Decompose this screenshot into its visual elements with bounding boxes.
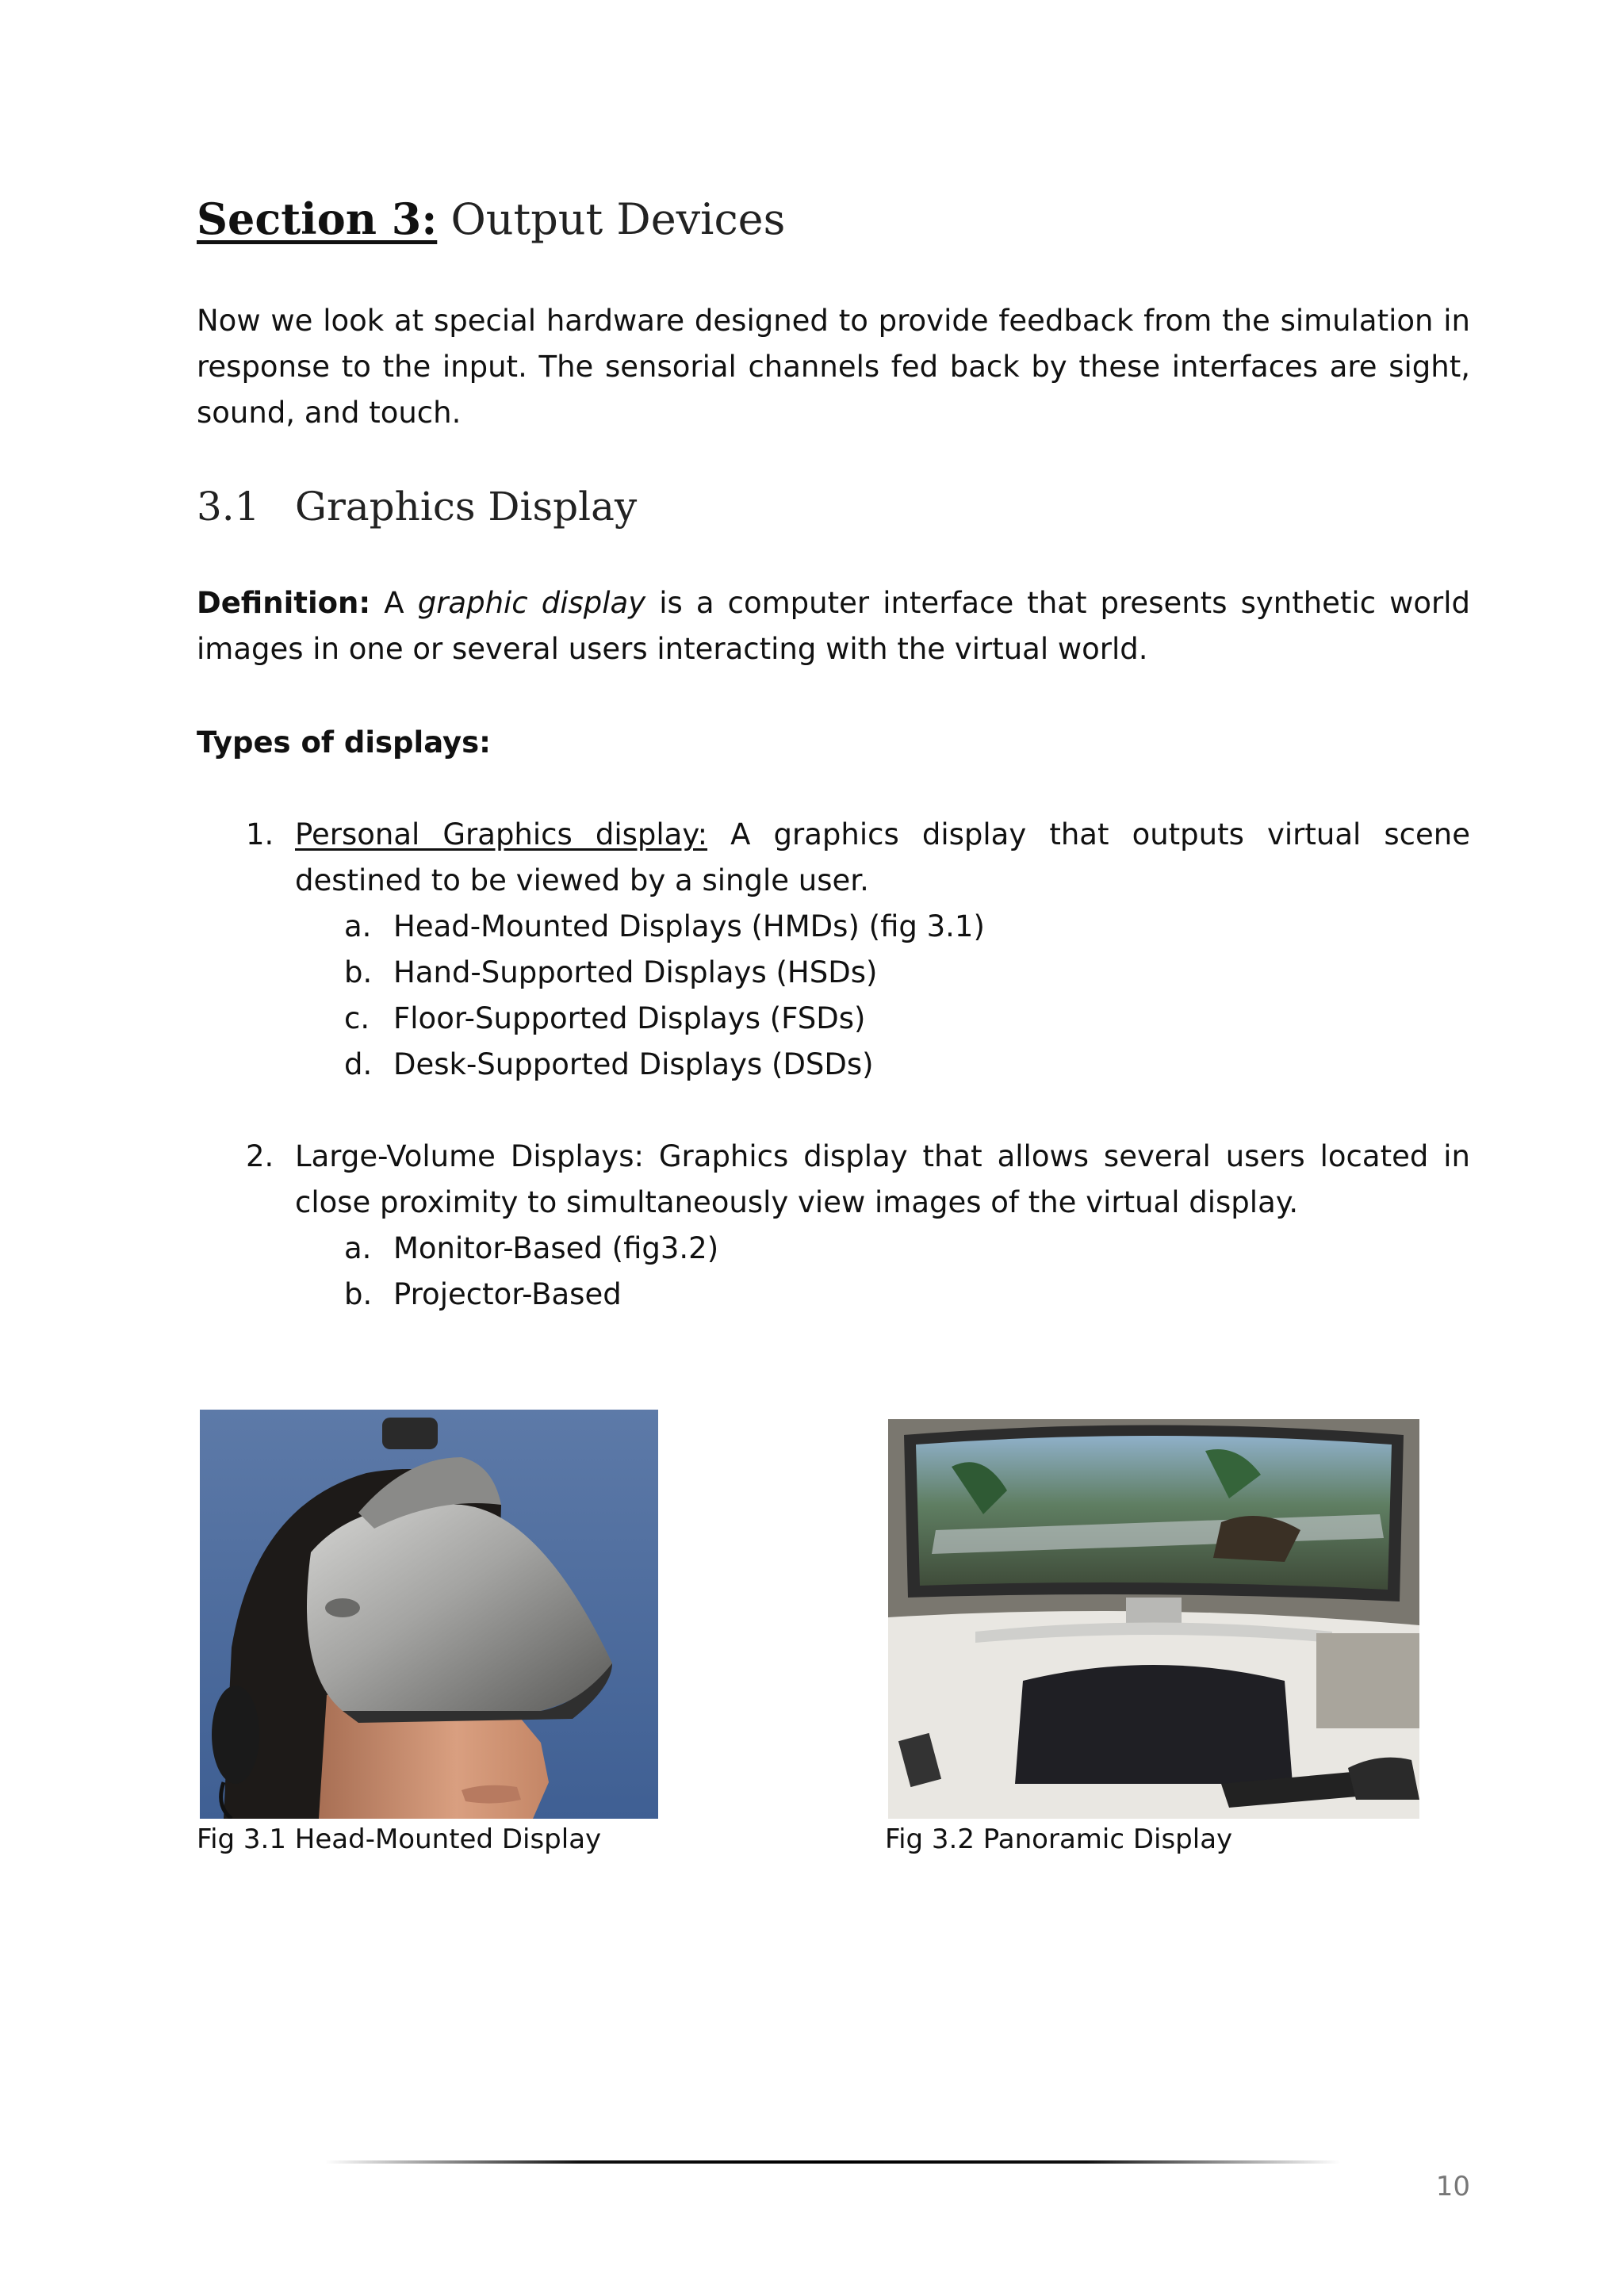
subsection-number: 3.1 — [197, 484, 260, 530]
definition-label: Definition: — [197, 586, 371, 620]
panoramic-display-photo — [888, 1419, 1419, 1819]
figure-caption-panoramic: Fig 3.2 Panoramic Display — [885, 1823, 1233, 1855]
definition-text: is a computer interface that presents synthetic world images in one or several users interacting with the virtual world. — [197, 586, 1471, 666]
list-marker: 1. — [246, 817, 274, 851]
hmd-photo — [200, 1410, 658, 1819]
sub-text: Hand-Supported Displays (HSDs) — [393, 955, 878, 989]
sub-text: Head-Mounted Displays (HMDs) (fig 3.1) — [393, 909, 985, 943]
list-item-lead: Personal Graphics display: — [295, 817, 708, 851]
sub-marker: b. — [344, 955, 373, 989]
list-item-personal-display — [246, 812, 1470, 904]
list-marker: 2. — [246, 1139, 274, 1173]
sub-text: Projector-Based — [393, 1277, 622, 1311]
definition-term: graphic display — [417, 586, 646, 620]
types-heading: Types of displays: — [197, 725, 491, 760]
footer-rule — [325, 2160, 1340, 2164]
sub-marker: a. — [344, 1231, 372, 1265]
list-item-body: Large-Volume Displays: Graphics display that allows several users located in close proximity to simultaneously view images of the virtual display. — [295, 1139, 1470, 1219]
definition-pre: A — [384, 586, 404, 620]
section-label: Section 3: — [197, 193, 438, 244]
intro-paragraph: Now we look at special hardware designed to provide feedback from the simulation in response to the input. The sensorial channels fed back by these interfaces are sight, sound, and touch. — [197, 304, 1470, 430]
page-number: 10 — [1435, 2171, 1470, 2202]
sub-marker: a. — [344, 909, 372, 943]
subsection-heading — [197, 484, 637, 530]
sub-marker: b. — [344, 1277, 373, 1311]
sub-marker: d. — [344, 1047, 373, 1081]
sub-text: Desk-Supported Displays (DSDs) — [393, 1047, 874, 1081]
figure-caption-hmd: Fig 3.1 Head-Mounted Display — [197, 1823, 602, 1855]
list-item-body — [295, 812, 1470, 904]
list-item-text: A graphics display that outputs virtual scene destined to be viewed by a single user. — [295, 817, 1470, 897]
subsection-title: Graphics Display — [295, 484, 638, 530]
list-item-large-volume-display — [246, 1134, 1470, 1226]
hmd-illustration — [200, 1410, 658, 1819]
section-name: Output Devices — [450, 194, 786, 244]
sub-text: Floor-Supported Displays (FSDs) — [393, 1001, 866, 1035]
section-title — [197, 193, 785, 244]
panoramic-illustration — [888, 1419, 1419, 1819]
sub-text: Monitor-Based (fig3.2) — [393, 1231, 719, 1265]
definition-paragraph — [197, 580, 1470, 672]
sub-marker: c. — [344, 1001, 370, 1035]
